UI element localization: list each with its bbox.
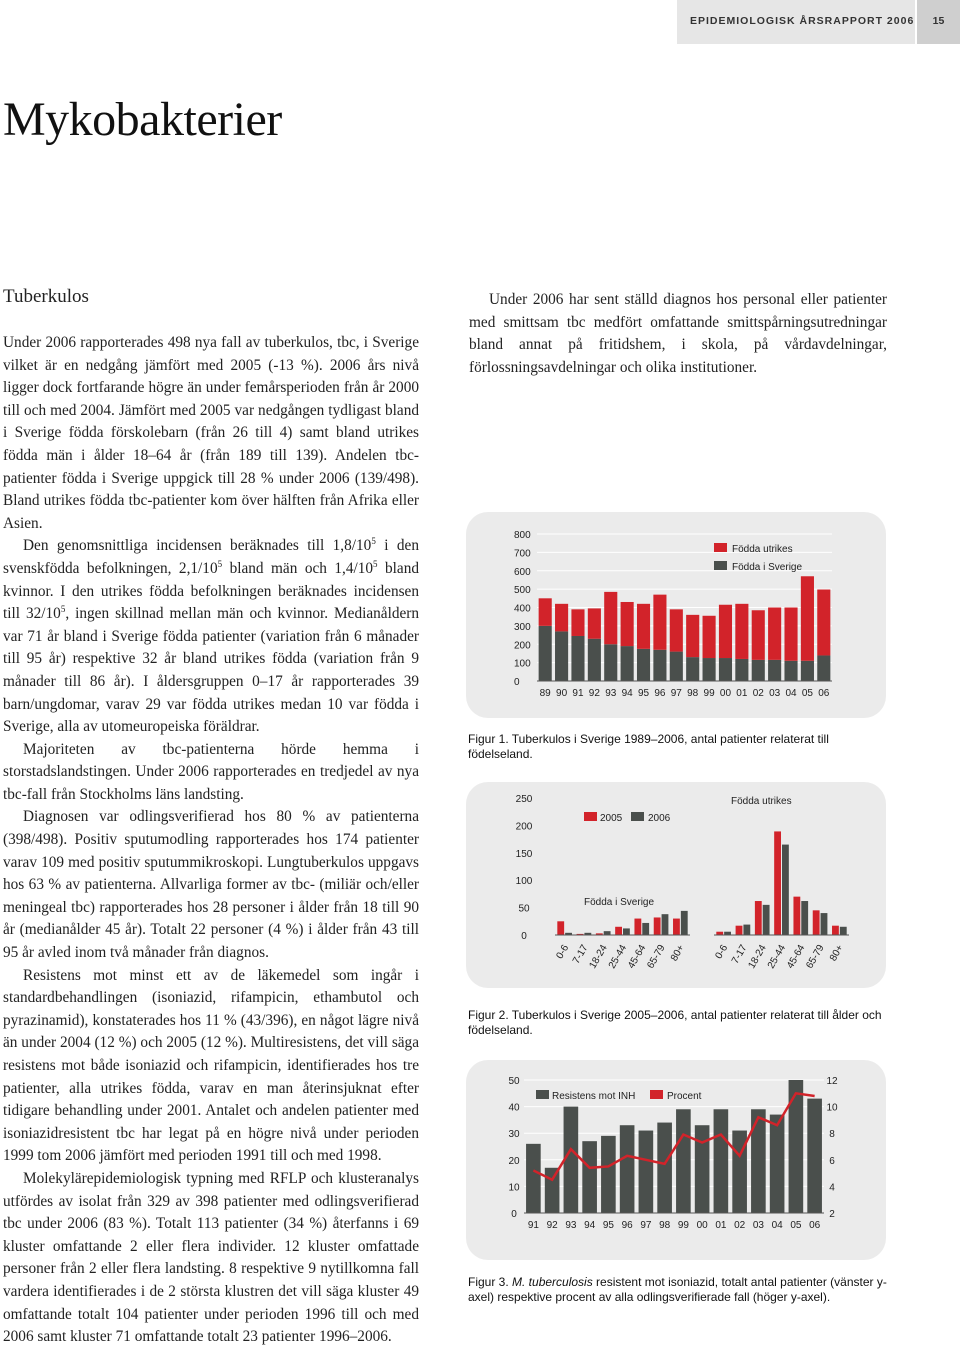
y-tick-label: 0 xyxy=(521,931,527,942)
x-tick-label: 05 xyxy=(801,688,813,699)
bar-fodda-utrikes xyxy=(539,598,552,626)
page-title: Mykobakterier xyxy=(3,93,282,146)
x-tick-label: 01 xyxy=(736,688,748,699)
bar-fodda-i-sverige xyxy=(703,658,716,681)
x-tick-label: 92 xyxy=(588,688,600,699)
bar-resistens-inh xyxy=(545,1168,560,1213)
paragraph: Molekylärepidemiologisk typning med RFLP och klusteranalys utfördes av isolat från 329 av 398 patienter med odlingsverifierad tbc under 2006 (83 %). Totalt 113 patienter (34 %) återfanns i 69 kluster omfattande 2 eller flera individer. 12 kluster omfattade personer från 2 eller flera landsting. 8 respektive 9 nytillkomna fall vardera identifierades i de 2 största klustren det vill säga kluster 49 omfattande totalt 104 patienter under perioden 1996 till och med 2006 samt kluster 71 omfattande totalt 23 patienter 1996–2006. xyxy=(3,1169,419,1346)
y-tick-label-right: 10 xyxy=(826,1102,838,1114)
paragraph: Diagnosen var odlingsverifierad hos 80 % av patienterna (398/498). Positiv sputumodling rapporterades hos 174 patienter varav 109 med positiv sputummikroskopi. Lungtuberkulos uppgavs hos 63 % av patienterna. Allvarliga former av tbc- (miliär och/eller meningeal tbc) rapporterades hos 28 personer i ålder från 18 till 90 år (medianålder 45 år). Totalt 22 personer (4 %) i ålder från 43 till 95 år avled inom två månader från diagnos. xyxy=(3,808,419,962)
bar-resistens-inh xyxy=(620,1125,635,1213)
bar-resistens-inh xyxy=(714,1109,729,1213)
figure-1-panel xyxy=(466,512,886,718)
y-tick-label: 0 xyxy=(514,677,520,688)
x-tick-label: 02 xyxy=(734,1220,746,1231)
x-tick-label: 92 xyxy=(546,1220,558,1231)
figure-2-caption: Figur 2. Tuberkulos i Sverige 2005–2006, antal patienter relaterat till ålder och födelseland. xyxy=(468,1008,882,1037)
y-tick-label: 700 xyxy=(514,548,531,560)
bar-fodda-i-sverige xyxy=(621,646,634,681)
legend-swatch-utrikes xyxy=(714,543,727,552)
x-tick-label: 95 xyxy=(602,1220,614,1231)
bar-2006 xyxy=(681,911,688,935)
x-tick-label: 97 xyxy=(640,1220,652,1231)
bar-fodda-i-sverige xyxy=(686,657,699,681)
y-tick-label-left: 20 xyxy=(508,1155,520,1167)
y-tick-label: 800 xyxy=(514,530,531,541)
x-tick-label: 03 xyxy=(769,688,781,699)
x-tick-label: 7-17 xyxy=(570,943,591,966)
x-tick-label: 00 xyxy=(696,1220,708,1231)
x-tick-label: 03 xyxy=(752,1220,764,1231)
bar-fodda-i-sverige xyxy=(768,660,781,681)
bar-2006 xyxy=(642,923,649,935)
figure-3-chart xyxy=(466,1060,886,1260)
bar-fodda-i-sverige xyxy=(735,659,748,681)
legend-label: Födda i Sverige xyxy=(732,562,803,573)
x-tick-label: 01 xyxy=(715,1220,727,1231)
legend-swatch-sverige xyxy=(714,561,727,570)
x-tick-label: 98 xyxy=(659,1220,671,1231)
y-tick-label: 200 xyxy=(514,640,531,652)
x-tick-label: 94 xyxy=(584,1220,596,1231)
y-tick-label: 400 xyxy=(514,603,531,615)
bar-fodda-utrikes xyxy=(735,604,748,659)
bar-resistens-inh xyxy=(657,1123,672,1213)
bar-fodda-i-sverige xyxy=(539,626,552,681)
legend-label: Procent xyxy=(667,1091,702,1102)
bar-2006 xyxy=(763,905,770,935)
bar-fodda-utrikes xyxy=(621,602,634,646)
x-tick-label: 80+ xyxy=(668,943,687,964)
bar-2006 xyxy=(662,914,669,935)
bar-2005 xyxy=(654,917,661,935)
bar-2005 xyxy=(634,919,641,935)
x-tick-label: 18-24 xyxy=(587,943,610,971)
bar-fodda-i-sverige xyxy=(670,652,683,681)
bar-2006 xyxy=(623,928,630,935)
bar-2005 xyxy=(615,927,622,935)
x-tick-label: 06 xyxy=(818,688,830,699)
y-tick-label-left: 30 xyxy=(508,1129,520,1141)
bar-2005 xyxy=(755,901,762,935)
y-tick-label: 300 xyxy=(514,621,531,633)
bar-2006 xyxy=(782,845,789,935)
bar-fodda-utrikes xyxy=(588,608,601,638)
x-tick-label: 06 xyxy=(809,1220,821,1231)
body-column-left xyxy=(3,332,419,1349)
bar-2005 xyxy=(774,831,781,935)
bar-fodda-utrikes xyxy=(719,605,732,658)
y-tick-label: 50 xyxy=(518,903,530,915)
x-tick-label: 89 xyxy=(539,688,551,699)
group-label: Födda utrikes xyxy=(731,796,792,807)
bar-fodda-i-sverige xyxy=(719,658,732,681)
x-tick-label: 00 xyxy=(719,688,732,699)
bar-resistens-inh xyxy=(770,1115,785,1213)
bar-resistens-inh xyxy=(582,1141,597,1213)
x-tick-label: 25-44 xyxy=(606,943,630,971)
bar-resistens-inh xyxy=(751,1109,766,1213)
bar-fodda-utrikes xyxy=(555,604,568,632)
x-tick-label: 98 xyxy=(687,688,699,699)
legend-swatch-2005 xyxy=(584,812,597,821)
y-tick-label: 200 xyxy=(515,821,533,833)
bar-fodda-i-sverige xyxy=(588,639,601,681)
bar-fodda-utrikes xyxy=(817,589,830,655)
y-tick-label-left: 10 xyxy=(508,1182,520,1194)
x-tick-label: 96 xyxy=(621,1220,633,1231)
bar-fodda-utrikes xyxy=(801,576,814,661)
x-tick-label: 65-79 xyxy=(804,943,827,971)
x-tick-label: 99 xyxy=(677,1220,689,1231)
bar-2005 xyxy=(832,926,839,935)
y-tick-label: 250 xyxy=(515,794,533,805)
section-title: Tuberkulos xyxy=(3,286,89,307)
y-tick-label-right: 2 xyxy=(829,1209,835,1220)
bar-resistens-inh xyxy=(807,1099,822,1213)
x-tick-label: 02 xyxy=(752,688,764,699)
bar-fodda-utrikes xyxy=(604,592,617,644)
x-tick-label: 91 xyxy=(527,1220,539,1231)
paragraph: Majoriteten av tbc-patienterna hörde hemma i storstadslandstingen. Under 2006 rapporterades en tredjedel av nya tbc-fall från Stockholms läns landsting. xyxy=(3,740,419,803)
y-tick-label: 500 xyxy=(514,585,531,597)
bar-fodda-utrikes xyxy=(637,604,650,649)
bar-fodda-i-sverige xyxy=(653,650,666,681)
y-tick-label: 100 xyxy=(514,658,531,670)
bar-fodda-i-sverige xyxy=(571,636,584,681)
y-tick-label-right: 6 xyxy=(829,1155,835,1167)
x-tick-label: 80+ xyxy=(827,943,846,964)
figure-1-chart xyxy=(466,512,886,718)
bar-fodda-utrikes xyxy=(768,608,781,660)
x-tick-label: 97 xyxy=(670,688,682,699)
bar-2005 xyxy=(736,926,743,935)
legend-swatch-procent xyxy=(650,1090,663,1099)
bar-fodda-utrikes xyxy=(686,615,699,657)
bar-fodda-utrikes xyxy=(752,610,765,660)
x-tick-label: 04 xyxy=(785,688,797,699)
bar-fodda-i-sverige xyxy=(555,631,568,681)
x-tick-label: 18-24 xyxy=(746,943,769,971)
legend-swatch-2006 xyxy=(631,812,644,821)
y-tick-label-left: 0 xyxy=(511,1209,517,1220)
bar-2006 xyxy=(840,927,847,935)
figure-1-caption: Figur 1. Tuberkulos i Sverige 1989–2006, antal patienter relaterat till födelseland. xyxy=(468,732,829,761)
bar-resistens-inh xyxy=(639,1131,654,1213)
legend-label: 2006 xyxy=(648,813,671,824)
x-tick-label: 96 xyxy=(654,688,666,699)
x-tick-label: 95 xyxy=(637,688,650,699)
bar-resistens-inh xyxy=(526,1144,541,1213)
bar-fodda-i-sverige xyxy=(801,661,814,681)
bar-fodda-utrikes xyxy=(653,595,666,650)
legend-label: Resistens mot INH xyxy=(552,1091,636,1102)
bar-2006 xyxy=(604,931,611,935)
bar-2006 xyxy=(821,913,828,935)
x-tick-label: 45-64 xyxy=(785,943,808,971)
x-tick-label: 45-64 xyxy=(626,943,649,971)
x-tick-label: 65-79 xyxy=(645,943,668,971)
bar-fodda-i-sverige xyxy=(604,644,617,681)
x-tick-label: 94 xyxy=(621,688,633,699)
bar-fodda-i-sverige xyxy=(817,655,830,681)
running-header-title: EPIDEMIOLOGISK ÅRSRAPPORT 2006 xyxy=(690,15,915,27)
y-tick-label: 600 xyxy=(514,566,531,578)
bar-2005 xyxy=(813,910,820,935)
figure-2-panel xyxy=(466,782,886,988)
x-tick-label: 93 xyxy=(565,1220,577,1231)
x-tick-label: 25-44 xyxy=(765,943,789,971)
x-tick-label: 0-6 xyxy=(713,943,731,962)
bar-fodda-utrikes xyxy=(571,609,584,636)
paragraph: Den genomsnittliga incidensen beräknades till $1,8/10^5$ i den svenskfödda befolkningen, $2,1/10^5$ bland män och $1,4/10^5$ bland kvinnor. I den utrikes födda befolkningen beräknades incidensen till $32/10^5$, ingen skillnad mellan män och kvinnor. Medianåldern var 71 år bland i Sverige födda patienter (variation från 6 månader till 95 år) respektive 32 år bland utrikes födda (variation från 9 månader till 86 år). I åldersgruppen 0–17 år rapporterades 39 barn/ungdomar, varav 29 var födda utrikes medan 10 var födda i Sverige, alla av utomeuropeiska föräldrar. xyxy=(3,536,419,736)
bar-2005 xyxy=(793,897,800,935)
y-tick-label-left: 40 xyxy=(508,1102,520,1114)
bar-2005 xyxy=(557,921,564,935)
y-tick-label-right: 4 xyxy=(829,1182,835,1194)
group-label: Födda i Sverige xyxy=(584,897,655,908)
legend-label: Födda utrikes xyxy=(732,544,793,555)
bar-fodda-i-sverige xyxy=(637,649,650,681)
y-tick-label-right: 12 xyxy=(826,1076,838,1087)
bar-fodda-utrikes xyxy=(784,608,797,661)
bar-2005 xyxy=(673,919,680,935)
figure-2-chart xyxy=(466,782,886,988)
bar-resistens-inh xyxy=(601,1136,616,1213)
y-tick-label: 100 xyxy=(515,876,533,888)
bar-fodda-utrikes xyxy=(670,609,683,651)
y-tick-label-left: 50 xyxy=(508,1076,520,1087)
legend-swatch-inh xyxy=(536,1090,549,1099)
figure-3-caption: Figur 3. M. tuberculosis resistent mot isoniazid, totalt antal patienter (vänster y-axel) respektive procent av alla odlingsverifierade fall (höger y-axel). xyxy=(468,1275,887,1304)
y-tick-label-right: 8 xyxy=(829,1129,835,1141)
bar-fodda-utrikes xyxy=(703,616,716,658)
bar-2006 xyxy=(801,901,808,935)
paragraph: Under 2006 rapporterades 498 nya fall av tuberkulos, tbc, i Sverige vilket är en nedgång jämfört med 2005 (-13 %). 2006 års nivå ligger dock fortfarande högre än under femårsperioden från år 2000 till och med 2004. Jämfört med 2005 var nedgången tydligast bland i Sverige födda förskolebarn (från 26 till 4) samt bland utrikes födda män i ålder 18–64 år (från 189 till 139). Andelen tbc-patienter födda i Sverige uppgick till 28 % under 2006 (139/498). Bland utrikes födda tbc-patienter kom över hälften från Afrika eller Asien. xyxy=(3,334,419,532)
x-tick-label: 7-17 xyxy=(729,943,750,966)
bar-2006 xyxy=(743,925,750,935)
page-number: 15 xyxy=(932,15,945,27)
figure-3-panel xyxy=(466,1060,886,1260)
x-tick-label: 90 xyxy=(556,688,568,699)
x-tick-label: 04 xyxy=(771,1220,783,1231)
bar-resistens-inh xyxy=(695,1125,710,1213)
paragraph: Resistens mot minst ett av de läkemedel som ingår i standardbehandlingen (isoniazid, rifampicin, ethambutol och pyrazinamid), konstaterades hos 11 % (43/396), en något lägre nivå än under 2004 (12 %) och 2005 (12 %). Multiresistens, det vill säga resistens mot både isoniazid och rifampicin, identifierades hos tre patienter, alla utrikes födda, varav en man återinsjuknat efter tidigare behandling under 2001. Antalet och andelen patienter med isoniazidresistent tbc har legat på en högre nivå under perioden 1999 tom 2006 jämfört med perioden 1991 till och med 1998. xyxy=(3,966,419,1165)
legend-label: 2005 xyxy=(600,813,623,824)
x-tick-label: 05 xyxy=(790,1220,802,1231)
x-tick-label: 0-6 xyxy=(554,943,572,962)
x-tick-label: 93 xyxy=(605,688,617,699)
x-tick-label: 91 xyxy=(572,688,584,699)
paragraph: Under 2006 har sent ställd diagnos hos personal eller patienter med smittsam tbc medfört omfattande smittspårningsutredningar bland annat på fritidshem, i skola, på vårdavdelningar, förlossningsavdelningar och olika institutioner. xyxy=(469,291,887,376)
body-column-right xyxy=(469,289,887,379)
bar-resistens-inh xyxy=(676,1109,691,1213)
x-tick-label: 99 xyxy=(703,688,715,699)
bar-fodda-i-sverige xyxy=(752,660,765,681)
bar-fodda-i-sverige xyxy=(784,661,797,681)
y-tick-label: 150 xyxy=(515,848,533,860)
